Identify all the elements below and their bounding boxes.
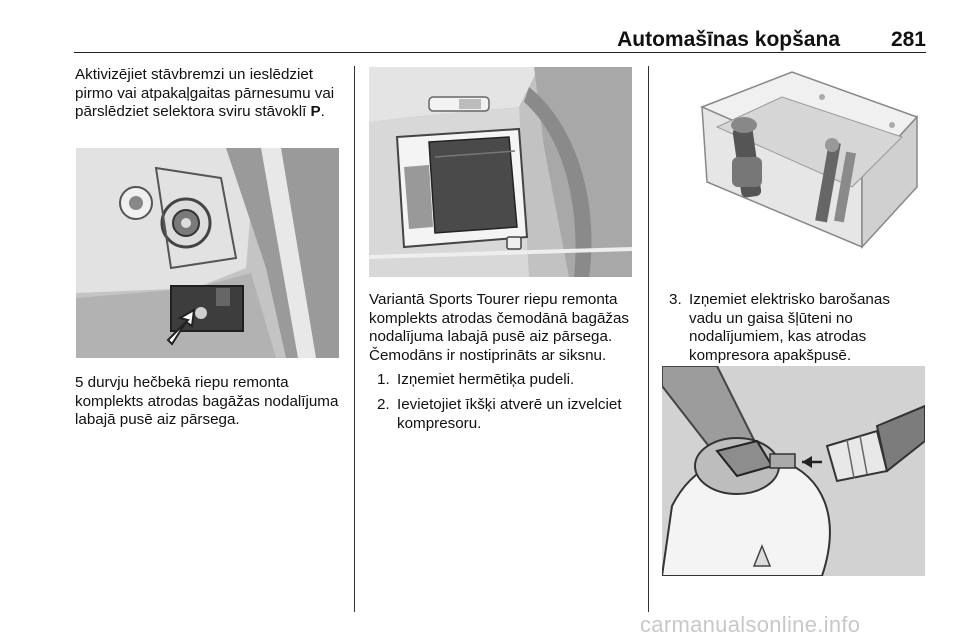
- watermark: carmanualsonline.info: [640, 612, 861, 637]
- step-1: 1. Izņemiet hermētiķa pudeli.: [377, 371, 575, 389]
- column-3-text: [669, 291, 927, 365]
- hatchback-caption: 5 durvju hečbekā riepu remonta komplekts atrodas bagāžas nodalījuma labajā pusē aiz pārsega.: [75, 374, 339, 429]
- column-divider-1: [354, 66, 355, 612]
- page-header: [74, 24, 926, 53]
- selector-position-p: P: [310, 103, 321, 121]
- sports-tourer-trunk-figure: [369, 67, 632, 277]
- column-2-text: [369, 291, 635, 433]
- sports-tourer-paragraph: Variantā Sports Tourer riepu remonta komplekts atrodas čemodānā bagāžas nodalījuma labajā pusē aiz pārsega. Čemodāns ir nostiprināts ar siksnu.: [369, 291, 630, 364]
- steps-list-2: [669, 291, 927, 365]
- hose-connection-figure: [662, 366, 925, 576]
- column-1-caption: [75, 374, 347, 430]
- page-number: 281: [890, 28, 926, 51]
- steps-list-1: [369, 371, 635, 433]
- intro-paragraph: Aktivizējiet stāvbremzi un ieslēdziet pirmo vai atpakaļgaitas pārnesumu vai pārslēdziet selektora sviru stāvoklī P.: [75, 66, 335, 121]
- section-title: Automašīnas kopšana: [617, 28, 840, 51]
- column-divider-2: [648, 66, 649, 612]
- compressor-case-figure: [662, 67, 925, 277]
- step-3: 3. Izņemiet elektrisko barošanas vadu un gaisa šļūteni no nodalījumiem, kas atrodas kompresora apakšpusē.: [669, 291, 890, 364]
- column-1-intro: [75, 66, 347, 122]
- hatchback-trunk-figure: [76, 148, 339, 358]
- step-2: 2. Ievietojiet īkšķi atverē un izvelciet kompresoru.: [377, 395, 622, 432]
